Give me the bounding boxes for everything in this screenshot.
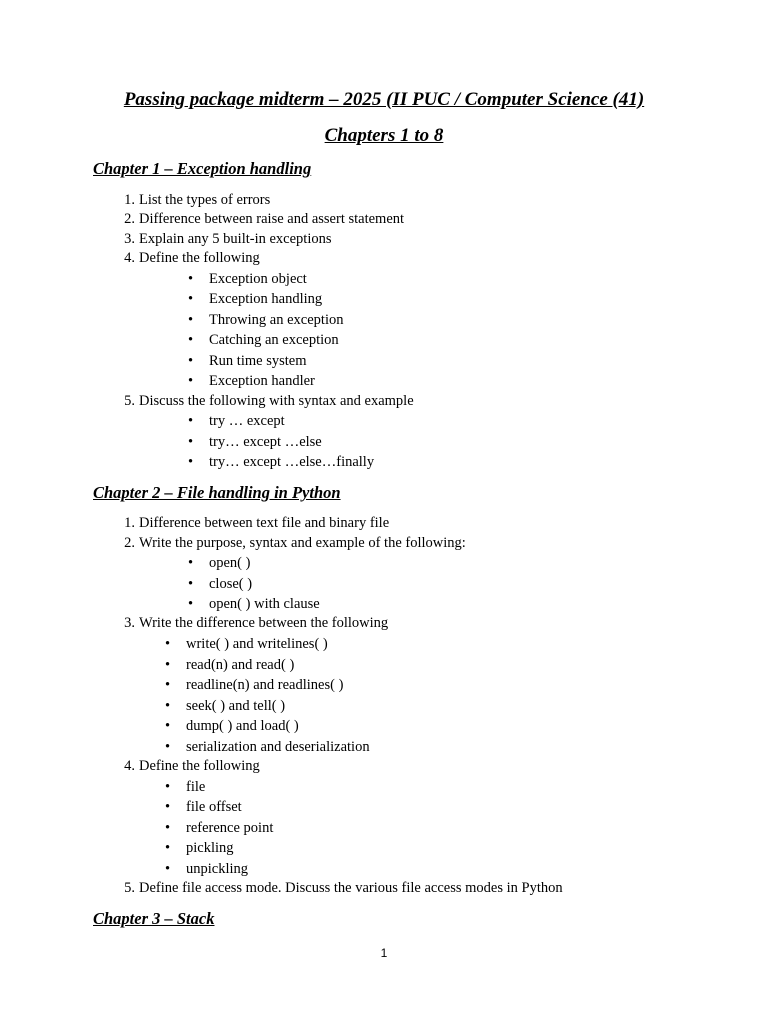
bullet-item xyxy=(188,270,307,288)
bullet-text: close( ) xyxy=(209,576,253,592)
bullet-icon: • xyxy=(188,576,194,592)
bullet-text: try… except …else…finally xyxy=(209,454,375,470)
bullet-item xyxy=(188,311,344,329)
bullet-item xyxy=(165,819,274,837)
item-text: Define file access mode. Discuss the various file access modes in Python xyxy=(139,880,563,896)
bullet-text: open( ) xyxy=(209,555,251,571)
bullet-item xyxy=(188,352,307,370)
bullet-text: file xyxy=(186,779,206,795)
bullet-text: Exception handling xyxy=(209,291,323,307)
bullet-text: file offset xyxy=(186,799,242,815)
bullet-item xyxy=(188,433,322,451)
bullet-icon: • xyxy=(188,332,194,348)
bullet-text: Catching an exception xyxy=(209,332,339,348)
bullet-text: Exception object xyxy=(209,271,307,287)
bullet-icon: • xyxy=(188,312,194,328)
bullet-text: try … except xyxy=(209,413,285,429)
item-number: 1. xyxy=(124,192,135,208)
bullet-icon: • xyxy=(165,739,171,755)
bullet-item xyxy=(165,676,344,694)
item-number: 3. xyxy=(124,615,135,631)
bullet-text: Exception handler xyxy=(209,373,315,389)
bullet-text: serialization and deserialization xyxy=(186,739,370,755)
bullet-icon: • xyxy=(165,820,171,836)
bullet-icon: • xyxy=(188,596,194,612)
bullet-text: write( ) and writelines( ) xyxy=(186,636,328,652)
item-number: 4. xyxy=(124,250,135,266)
bullet-icon: • xyxy=(165,799,171,815)
bullet-text: try… except …else xyxy=(209,434,322,450)
document-title: Passing package midterm – 2025 (II PUC / Computer Science (41) xyxy=(123,89,645,110)
bullet-icon: • xyxy=(188,434,194,450)
bullet-icon: • xyxy=(188,373,194,389)
bullet-item xyxy=(165,656,295,674)
bullet-text: open( ) with clause xyxy=(209,596,320,612)
item-text: Discuss the following with syntax and example xyxy=(139,393,414,409)
bullet-text: Run time system xyxy=(209,353,307,369)
item-text: Define the following xyxy=(139,758,260,774)
bullet-icon: • xyxy=(165,657,171,673)
item-number: 5. xyxy=(124,880,135,896)
bullet-item xyxy=(188,331,339,349)
document-subtitle: Chapters 1 to 8 xyxy=(324,125,444,146)
item-number: 4. xyxy=(124,758,135,774)
item-number: 2. xyxy=(124,211,135,227)
bullet-item xyxy=(188,595,320,613)
chapter-1-heading: Chapter 1 – Exception handling xyxy=(93,159,312,178)
page-number: 1 xyxy=(380,946,388,960)
bullet-item xyxy=(165,738,370,756)
bullet-item xyxy=(165,839,234,857)
bullet-item xyxy=(165,697,286,715)
bullet-item xyxy=(165,798,242,816)
item-text: Write the difference between the following xyxy=(139,615,389,631)
bullet-item xyxy=(165,860,249,878)
bullet-icon: • xyxy=(188,555,194,571)
bullet-item xyxy=(188,290,323,308)
bullet-text: pickling xyxy=(186,840,234,856)
bullet-text: read(n) and read( ) xyxy=(186,657,295,673)
bullet-icon: • xyxy=(165,861,171,877)
chapter-3-heading: Chapter 3 – Stack xyxy=(93,909,215,928)
item-text: Difference between text file and binary file xyxy=(139,515,390,531)
bullet-item xyxy=(165,778,206,796)
item-number: 3. xyxy=(124,231,135,247)
bullet-icon: • xyxy=(188,353,194,369)
bullet-icon: • xyxy=(165,636,171,652)
bullet-text: readline(n) and readlines( ) xyxy=(186,677,344,693)
bullet-text: Throwing an exception xyxy=(209,312,344,328)
item-text: Difference between raise and assert statement xyxy=(139,211,405,227)
bullet-icon: • xyxy=(188,413,194,429)
item-text: Write the purpose, syntax and example of the following: xyxy=(139,535,466,551)
bullet-item xyxy=(188,575,253,593)
bullet-icon: • xyxy=(165,840,171,856)
bullet-icon: • xyxy=(165,718,171,734)
bullet-text: unpickling xyxy=(186,861,249,877)
bullet-icon: • xyxy=(188,271,194,287)
item-text: Explain any 5 built-in exceptions xyxy=(139,231,332,247)
bullet-icon: • xyxy=(188,454,194,470)
bullet-item xyxy=(188,453,375,471)
item-number: 5. xyxy=(124,393,135,409)
bullet-icon: • xyxy=(165,779,171,795)
bullet-item xyxy=(188,412,285,430)
bullet-item xyxy=(188,554,251,572)
bullet-text: seek( ) and tell( ) xyxy=(186,698,286,714)
item-number: 1. xyxy=(124,515,135,531)
bullet-item xyxy=(188,372,315,390)
bullet-icon: • xyxy=(165,698,171,714)
item-number: 2. xyxy=(124,535,135,551)
bullet-item xyxy=(165,717,299,735)
chapter-2-heading: Chapter 2 – File handling in Python xyxy=(93,483,341,502)
bullet-text: dump( ) and load( ) xyxy=(186,718,299,734)
bullet-icon: • xyxy=(188,291,194,307)
bullet-icon: • xyxy=(165,677,171,693)
item-text: List the types of errors xyxy=(139,192,271,208)
bullet-text: reference point xyxy=(186,820,274,836)
bullet-item xyxy=(165,635,328,653)
item-text: Define the following xyxy=(139,250,260,266)
